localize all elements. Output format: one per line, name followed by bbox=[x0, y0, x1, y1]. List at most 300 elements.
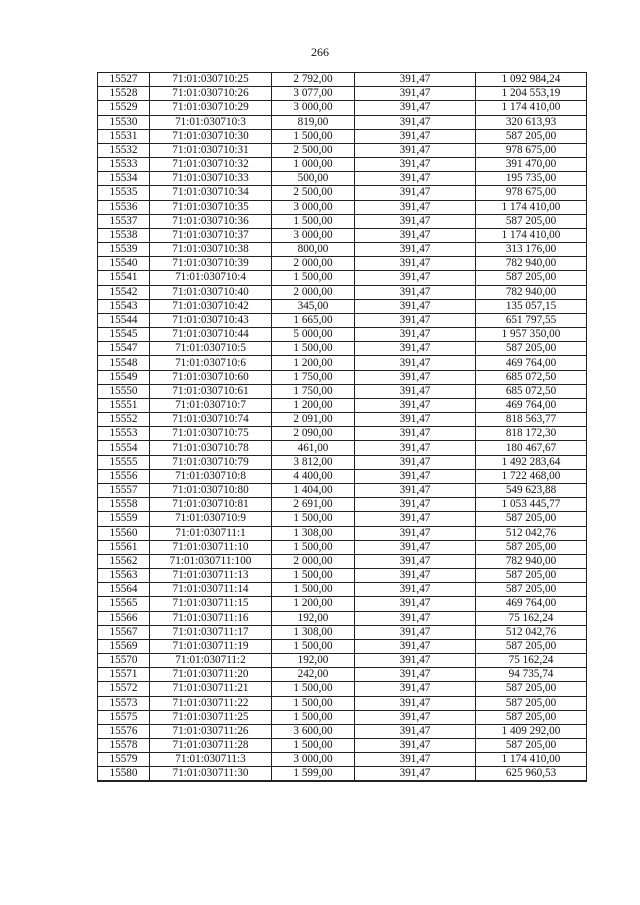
cadastral-number-cell: 71:01:030710:30 bbox=[150, 129, 272, 143]
area-cell: 3 812,00 bbox=[272, 455, 355, 469]
cadastral-value-cell: 587 205,00 bbox=[476, 540, 587, 554]
cadastral-number-cell: 71:01:030711:19 bbox=[150, 639, 272, 653]
cadastral-value-cell: 818 172,30 bbox=[476, 427, 587, 441]
cadastral-number-cell: 71:01:030710:74 bbox=[150, 413, 272, 427]
table-row bbox=[98, 413, 587, 427]
rate-cell: 391,47 bbox=[355, 455, 476, 469]
area-cell: 3 077,00 bbox=[272, 87, 355, 101]
rate-cell: 391,47 bbox=[355, 668, 476, 682]
rate-cell: 391,47 bbox=[355, 526, 476, 540]
table-row bbox=[98, 710, 587, 724]
cadastral-value-cell: 180 467,67 bbox=[476, 441, 587, 455]
table-row bbox=[98, 611, 587, 625]
table-row bbox=[98, 200, 587, 214]
rate-cell: 391,47 bbox=[355, 427, 476, 441]
row-number-cell: 15562 bbox=[98, 554, 150, 568]
area-cell: 345,00 bbox=[272, 299, 355, 313]
area-cell: 4 400,00 bbox=[272, 469, 355, 483]
table-row bbox=[98, 172, 587, 186]
cadastral-value-cell: 1 174 410,00 bbox=[476, 753, 587, 767]
cadastral-value-cell: 512 042,76 bbox=[476, 526, 587, 540]
cadastral-value-cell: 135 057,15 bbox=[476, 299, 587, 313]
table-row bbox=[98, 143, 587, 157]
row-number-cell: 15558 bbox=[98, 498, 150, 512]
cadastral-number-cell: 71:01:030710:26 bbox=[150, 87, 272, 101]
area-cell: 1 500,00 bbox=[272, 710, 355, 724]
table-row bbox=[98, 682, 587, 696]
cadastral-number-cell: 71:01:030710:5 bbox=[150, 342, 272, 356]
table-row bbox=[98, 654, 587, 668]
cadastral-number-cell: 71:01:030710:9 bbox=[150, 512, 272, 526]
cadastral-value-cell: 469 764,00 bbox=[476, 597, 587, 611]
table-row bbox=[98, 569, 587, 583]
row-number-cell: 15536 bbox=[98, 200, 150, 214]
cadastral-value-cell: 782 940,00 bbox=[476, 554, 587, 568]
table-row bbox=[98, 257, 587, 271]
row-number-cell: 15541 bbox=[98, 271, 150, 285]
rate-cell: 391,47 bbox=[355, 172, 476, 186]
area-cell: 1 200,00 bbox=[272, 597, 355, 611]
rate-cell: 391,47 bbox=[355, 214, 476, 228]
area-cell: 1 500,00 bbox=[272, 583, 355, 597]
cadastral-number-cell: 71:01:030710:8 bbox=[150, 469, 272, 483]
rate-cell: 391,47 bbox=[355, 384, 476, 398]
rate-cell: 391,47 bbox=[355, 200, 476, 214]
table-row bbox=[98, 512, 587, 526]
area-cell: 1 000,00 bbox=[272, 158, 355, 172]
area-cell: 2 500,00 bbox=[272, 143, 355, 157]
cadastral-number-cell: 71:01:030710:75 bbox=[150, 427, 272, 441]
row-number-cell: 15560 bbox=[98, 526, 150, 540]
cadastral-number-cell: 71:01:030711:1 bbox=[150, 526, 272, 540]
row-number-cell: 15561 bbox=[98, 540, 150, 554]
cadastral-number-cell: 71:01:030710:37 bbox=[150, 228, 272, 242]
table-row bbox=[98, 739, 587, 753]
area-cell: 2 091,00 bbox=[272, 413, 355, 427]
row-number-cell: 15553 bbox=[98, 427, 150, 441]
cadastral-number-cell: 71:01:030711:13 bbox=[150, 569, 272, 583]
table-row bbox=[98, 597, 587, 611]
table-row bbox=[98, 696, 587, 710]
rate-cell: 391,47 bbox=[355, 313, 476, 327]
rate-cell: 391,47 bbox=[355, 483, 476, 497]
rate-cell: 391,47 bbox=[355, 739, 476, 753]
table-row bbox=[98, 299, 587, 313]
table-row bbox=[98, 554, 587, 568]
cadastral-value-cell: 818 563,77 bbox=[476, 413, 587, 427]
cadastral-value-cell: 195 735,00 bbox=[476, 172, 587, 186]
area-cell: 3 600,00 bbox=[272, 724, 355, 738]
cadastral-value-cell: 1 174 410,00 bbox=[476, 228, 587, 242]
cadastral-number-cell: 71:01:030710:81 bbox=[150, 498, 272, 512]
rate-cell: 391,47 bbox=[355, 469, 476, 483]
area-cell: 1 500,00 bbox=[272, 739, 355, 753]
area-cell: 1 500,00 bbox=[272, 271, 355, 285]
cadastral-number-cell: 71:01:030711:100 bbox=[150, 554, 272, 568]
cadastral-number-cell: 71:01:030710:38 bbox=[150, 243, 272, 257]
area-cell: 1 500,00 bbox=[272, 696, 355, 710]
cadastral-number-cell: 71:01:030711:30 bbox=[150, 767, 272, 782]
row-number-cell: 15529 bbox=[98, 101, 150, 115]
area-cell: 1 500,00 bbox=[272, 639, 355, 653]
cadastral-value-cell: 75 162,24 bbox=[476, 654, 587, 668]
rate-cell: 391,47 bbox=[355, 512, 476, 526]
row-number-cell: 15550 bbox=[98, 384, 150, 398]
area-cell: 800,00 bbox=[272, 243, 355, 257]
area-cell: 2 792,00 bbox=[272, 73, 355, 87]
area-cell: 192,00 bbox=[272, 654, 355, 668]
area-cell: 1 500,00 bbox=[272, 129, 355, 143]
cadastral-number-cell: 71:01:030711:2 bbox=[150, 654, 272, 668]
row-number-cell: 15532 bbox=[98, 143, 150, 157]
row-number-cell: 15552 bbox=[98, 413, 150, 427]
row-number-cell: 15543 bbox=[98, 299, 150, 313]
area-cell: 1 500,00 bbox=[272, 214, 355, 228]
page-number: 266 bbox=[311, 45, 329, 59]
cadastral-value-cell: 391 470,00 bbox=[476, 158, 587, 172]
rate-cell: 391,47 bbox=[355, 441, 476, 455]
table-row bbox=[98, 87, 587, 101]
cadastral-value-cell: 782 940,00 bbox=[476, 285, 587, 299]
cadastral-number-cell: 71:01:030711:22 bbox=[150, 696, 272, 710]
table-row bbox=[98, 328, 587, 342]
row-number-cell: 15557 bbox=[98, 483, 150, 497]
table-row bbox=[98, 767, 587, 782]
table-row bbox=[98, 540, 587, 554]
table-row bbox=[98, 455, 587, 469]
table-row bbox=[98, 285, 587, 299]
cadastral-number-cell: 71:01:030711:28 bbox=[150, 739, 272, 753]
cadastral-value-cell: 651 797,55 bbox=[476, 313, 587, 327]
row-number-cell: 15567 bbox=[98, 625, 150, 639]
cadastral-number-cell: 71:01:030710:31 bbox=[150, 143, 272, 157]
table-row bbox=[98, 186, 587, 200]
cadastral-number-cell: 71:01:030710:43 bbox=[150, 313, 272, 327]
area-cell: 3 000,00 bbox=[272, 753, 355, 767]
row-number-cell: 15542 bbox=[98, 285, 150, 299]
row-number-cell: 15547 bbox=[98, 342, 150, 356]
table-row bbox=[98, 356, 587, 370]
row-number-cell: 15527 bbox=[98, 73, 150, 87]
row-number-cell: 15566 bbox=[98, 611, 150, 625]
rate-cell: 391,47 bbox=[355, 498, 476, 512]
rate-cell: 391,47 bbox=[355, 611, 476, 625]
cadastral-number-cell: 71:01:030710:44 bbox=[150, 328, 272, 342]
cadastral-number-cell: 71:01:030710:7 bbox=[150, 398, 272, 412]
rate-cell: 391,47 bbox=[355, 115, 476, 129]
rate-cell: 391,47 bbox=[355, 158, 476, 172]
cadastral-value-cell: 1 492 283,64 bbox=[476, 455, 587, 469]
rate-cell: 391,47 bbox=[355, 654, 476, 668]
rate-cell: 391,47 bbox=[355, 129, 476, 143]
rate-cell: 391,47 bbox=[355, 696, 476, 710]
cadastral-value-cell: 1 174 410,00 bbox=[476, 200, 587, 214]
cadastral-value-cell: 549 623,88 bbox=[476, 483, 587, 497]
cadastral-value-cell: 978 675,00 bbox=[476, 143, 587, 157]
cadastral-number-cell: 71:01:030711:17 bbox=[150, 625, 272, 639]
rate-cell: 391,47 bbox=[355, 398, 476, 412]
area-cell: 2 000,00 bbox=[272, 554, 355, 568]
table-row bbox=[98, 724, 587, 738]
row-number-cell: 15573 bbox=[98, 696, 150, 710]
cadastral-number-cell: 71:01:030711:10 bbox=[150, 540, 272, 554]
table-row bbox=[98, 101, 587, 115]
cadastral-value-cell: 320 613,93 bbox=[476, 115, 587, 129]
cadastral-value-cell: 587 205,00 bbox=[476, 739, 587, 753]
cadastral-value-cell: 587 205,00 bbox=[476, 512, 587, 526]
cadastral-number-cell: 71:01:030710:79 bbox=[150, 455, 272, 469]
table-row bbox=[98, 498, 587, 512]
area-cell: 2 000,00 bbox=[272, 285, 355, 299]
rate-cell: 391,47 bbox=[355, 583, 476, 597]
row-number-cell: 15565 bbox=[98, 597, 150, 611]
rate-cell: 391,47 bbox=[355, 101, 476, 115]
rate-cell: 391,47 bbox=[355, 257, 476, 271]
cadastral-value-cell: 685 072,50 bbox=[476, 384, 587, 398]
cadastral-number-cell: 71:01:030710:61 bbox=[150, 384, 272, 398]
cadastral-value-cell: 1 053 445,77 bbox=[476, 498, 587, 512]
row-number-cell: 15555 bbox=[98, 455, 150, 469]
area-cell: 1 500,00 bbox=[272, 512, 355, 526]
cadastral-value-cell: 685 072,50 bbox=[476, 370, 587, 384]
cadastral-number-cell: 71:01:030710:80 bbox=[150, 483, 272, 497]
cadastral-number-cell: 71:01:030710:34 bbox=[150, 186, 272, 200]
cadastral-number-cell: 71:01:030710:3 bbox=[150, 115, 272, 129]
cadastral-value-cell: 625 960,53 bbox=[476, 767, 587, 782]
row-number-cell: 15530 bbox=[98, 115, 150, 129]
row-number-cell: 15540 bbox=[98, 257, 150, 271]
cadastral-value-cell: 587 205,00 bbox=[476, 583, 587, 597]
row-number-cell: 15556 bbox=[98, 469, 150, 483]
table-row bbox=[98, 228, 587, 242]
table-row bbox=[98, 271, 587, 285]
rate-cell: 391,47 bbox=[355, 342, 476, 356]
cadastral-value-cell: 587 205,00 bbox=[476, 569, 587, 583]
cadastral-number-cell: 71:01:030711:14 bbox=[150, 583, 272, 597]
row-number-cell: 15533 bbox=[98, 158, 150, 172]
area-cell: 1 404,00 bbox=[272, 483, 355, 497]
area-cell: 2 090,00 bbox=[272, 427, 355, 441]
row-number-cell: 15539 bbox=[98, 243, 150, 257]
table-row bbox=[98, 129, 587, 143]
row-number-cell: 15538 bbox=[98, 228, 150, 242]
cadastral-number-cell: 71:01:030710:78 bbox=[150, 441, 272, 455]
table-row bbox=[98, 398, 587, 412]
table-row bbox=[98, 583, 587, 597]
table-row bbox=[98, 668, 587, 682]
area-cell: 1 500,00 bbox=[272, 540, 355, 554]
cadastral-number-cell: 71:01:030711:21 bbox=[150, 682, 272, 696]
cadastral-value-cell: 1 174 410,00 bbox=[476, 101, 587, 115]
area-cell: 1 200,00 bbox=[272, 398, 355, 412]
row-number-cell: 15559 bbox=[98, 512, 150, 526]
table-row bbox=[98, 214, 587, 228]
rate-cell: 391,47 bbox=[355, 413, 476, 427]
cadastral-number-cell: 71:01:030711:25 bbox=[150, 710, 272, 724]
rate-cell: 391,47 bbox=[355, 186, 476, 200]
cadastral-value-cell: 313 176,00 bbox=[476, 243, 587, 257]
cadastral-value-cell: 587 205,00 bbox=[476, 696, 587, 710]
row-number-cell: 15572 bbox=[98, 682, 150, 696]
cadastral-number-cell: 71:01:030710:32 bbox=[150, 158, 272, 172]
cadastral-number-cell: 71:01:030710:35 bbox=[150, 200, 272, 214]
rate-cell: 391,47 bbox=[355, 767, 476, 782]
rate-cell: 391,47 bbox=[355, 710, 476, 724]
row-number-cell: 15549 bbox=[98, 370, 150, 384]
rate-cell: 391,47 bbox=[355, 639, 476, 653]
area-cell: 1 308,00 bbox=[272, 526, 355, 540]
table-row bbox=[98, 384, 587, 398]
area-cell: 1 599,00 bbox=[272, 767, 355, 782]
cadastral-number-cell: 71:01:030710:40 bbox=[150, 285, 272, 299]
row-number-cell: 15563 bbox=[98, 569, 150, 583]
cadastral-value-cell: 1 409 292,00 bbox=[476, 724, 587, 738]
cadastral-value-cell: 587 205,00 bbox=[476, 271, 587, 285]
row-number-cell: 15579 bbox=[98, 753, 150, 767]
row-number-cell: 15576 bbox=[98, 724, 150, 738]
cadastral-value-cell: 978 675,00 bbox=[476, 186, 587, 200]
table-row bbox=[98, 427, 587, 441]
table-row bbox=[98, 313, 587, 327]
area-cell: 2 500,00 bbox=[272, 186, 355, 200]
cadastral-value-cell: 1 722 468,00 bbox=[476, 469, 587, 483]
row-number-cell: 15528 bbox=[98, 87, 150, 101]
rate-cell: 391,47 bbox=[355, 328, 476, 342]
row-number-cell: 15554 bbox=[98, 441, 150, 455]
cadastral-number-cell: 71:01:030710:33 bbox=[150, 172, 272, 186]
area-cell: 1 665,00 bbox=[272, 313, 355, 327]
cadastral-value-cell: 469 764,00 bbox=[476, 356, 587, 370]
rate-cell: 391,47 bbox=[355, 285, 476, 299]
table-row bbox=[98, 469, 587, 483]
table-row bbox=[98, 158, 587, 172]
cadastral-value-cell: 587 205,00 bbox=[476, 342, 587, 356]
cadastral-number-cell: 71:01:030710:60 bbox=[150, 370, 272, 384]
rate-cell: 391,47 bbox=[355, 753, 476, 767]
cadastral-number-cell: 71:01:030710:29 bbox=[150, 101, 272, 115]
table-body bbox=[98, 73, 587, 782]
cadastral-value-cell: 469 764,00 bbox=[476, 398, 587, 412]
cadastral-value-cell: 782 940,00 bbox=[476, 257, 587, 271]
row-number-cell: 15535 bbox=[98, 186, 150, 200]
rate-cell: 391,47 bbox=[355, 569, 476, 583]
cadastral-number-cell: 71:01:030711:26 bbox=[150, 724, 272, 738]
row-number-cell: 15548 bbox=[98, 356, 150, 370]
row-number-cell: 15571 bbox=[98, 668, 150, 682]
cadastral-number-cell: 71:01:030710:6 bbox=[150, 356, 272, 370]
cadastral-value-cell: 512 042,76 bbox=[476, 625, 587, 639]
rate-cell: 391,47 bbox=[355, 87, 476, 101]
rate-cell: 391,47 bbox=[355, 540, 476, 554]
table-row bbox=[98, 639, 587, 653]
cadastral-number-cell: 71:01:030710:39 bbox=[150, 257, 272, 271]
table-row bbox=[98, 625, 587, 639]
cadastral-value-table bbox=[97, 72, 587, 782]
cadastral-value-cell: 587 205,00 bbox=[476, 129, 587, 143]
area-cell: 3 000,00 bbox=[272, 228, 355, 242]
cadastral-value-cell: 587 205,00 bbox=[476, 710, 587, 724]
area-cell: 3 000,00 bbox=[272, 101, 355, 115]
area-cell: 1 750,00 bbox=[272, 384, 355, 398]
rate-cell: 391,47 bbox=[355, 243, 476, 257]
rate-cell: 391,47 bbox=[355, 597, 476, 611]
rate-cell: 391,47 bbox=[355, 724, 476, 738]
row-number-cell: 15570 bbox=[98, 654, 150, 668]
table-row bbox=[98, 753, 587, 767]
table-row bbox=[98, 243, 587, 257]
area-cell: 819,00 bbox=[272, 115, 355, 129]
area-cell: 1 308,00 bbox=[272, 625, 355, 639]
table-row bbox=[98, 441, 587, 455]
cadastral-number-cell: 71:01:030711:15 bbox=[150, 597, 272, 611]
cadastral-number-cell: 71:01:030710:36 bbox=[150, 214, 272, 228]
area-cell: 1 500,00 bbox=[272, 342, 355, 356]
area-cell: 1 500,00 bbox=[272, 682, 355, 696]
cadastral-number-cell: 71:01:030711:3 bbox=[150, 753, 272, 767]
rate-cell: 391,47 bbox=[355, 228, 476, 242]
row-number-cell: 15537 bbox=[98, 214, 150, 228]
area-cell: 3 000,00 bbox=[272, 200, 355, 214]
rate-cell: 391,47 bbox=[355, 299, 476, 313]
rate-cell: 391,47 bbox=[355, 356, 476, 370]
table-row bbox=[98, 370, 587, 384]
rate-cell: 391,47 bbox=[355, 370, 476, 384]
table-row bbox=[98, 342, 587, 356]
row-number-cell: 15578 bbox=[98, 739, 150, 753]
cadastral-number-cell: 71:01:030711:16 bbox=[150, 611, 272, 625]
table-row bbox=[98, 483, 587, 497]
row-number-cell: 15534 bbox=[98, 172, 150, 186]
row-number-cell: 15545 bbox=[98, 328, 150, 342]
row-number-cell: 15575 bbox=[98, 710, 150, 724]
area-cell: 192,00 bbox=[272, 611, 355, 625]
cadastral-value-cell: 94 735,74 bbox=[476, 668, 587, 682]
row-number-cell: 15544 bbox=[98, 313, 150, 327]
area-cell: 2 691,00 bbox=[272, 498, 355, 512]
cadastral-value-cell: 75 162,24 bbox=[476, 611, 587, 625]
area-cell: 5 000,00 bbox=[272, 328, 355, 342]
cadastral-number-cell: 71:01:030711:20 bbox=[150, 668, 272, 682]
area-cell: 461,00 bbox=[272, 441, 355, 455]
cadastral-value-cell: 1 204 553,19 bbox=[476, 87, 587, 101]
row-number-cell: 15564 bbox=[98, 583, 150, 597]
cadastral-number-cell: 71:01:030710:25 bbox=[150, 73, 272, 87]
cadastral-value-cell: 587 205,00 bbox=[476, 639, 587, 653]
area-cell: 1 200,00 bbox=[272, 356, 355, 370]
row-number-cell: 15551 bbox=[98, 398, 150, 412]
area-cell: 2 000,00 bbox=[272, 257, 355, 271]
table-row bbox=[98, 73, 587, 87]
area-cell: 1 500,00 bbox=[272, 569, 355, 583]
cadastral-value-cell: 587 205,00 bbox=[476, 682, 587, 696]
cadastral-number-cell: 71:01:030710:4 bbox=[150, 271, 272, 285]
rate-cell: 391,47 bbox=[355, 682, 476, 696]
row-number-cell: 15531 bbox=[98, 129, 150, 143]
table-row bbox=[98, 115, 587, 129]
rate-cell: 391,47 bbox=[355, 554, 476, 568]
cadastral-value-cell: 1 092 984,24 bbox=[476, 73, 587, 87]
cadastral-value-cell: 587 205,00 bbox=[476, 214, 587, 228]
rate-cell: 391,47 bbox=[355, 625, 476, 639]
area-cell: 242,00 bbox=[272, 668, 355, 682]
rate-cell: 391,47 bbox=[355, 271, 476, 285]
area-cell: 500,00 bbox=[272, 172, 355, 186]
rate-cell: 391,47 bbox=[355, 143, 476, 157]
row-number-cell: 15569 bbox=[98, 639, 150, 653]
rate-cell: 391,47 bbox=[355, 73, 476, 87]
row-number-cell: 15580 bbox=[98, 767, 150, 782]
cadastral-value-cell: 1 957 350,00 bbox=[476, 328, 587, 342]
